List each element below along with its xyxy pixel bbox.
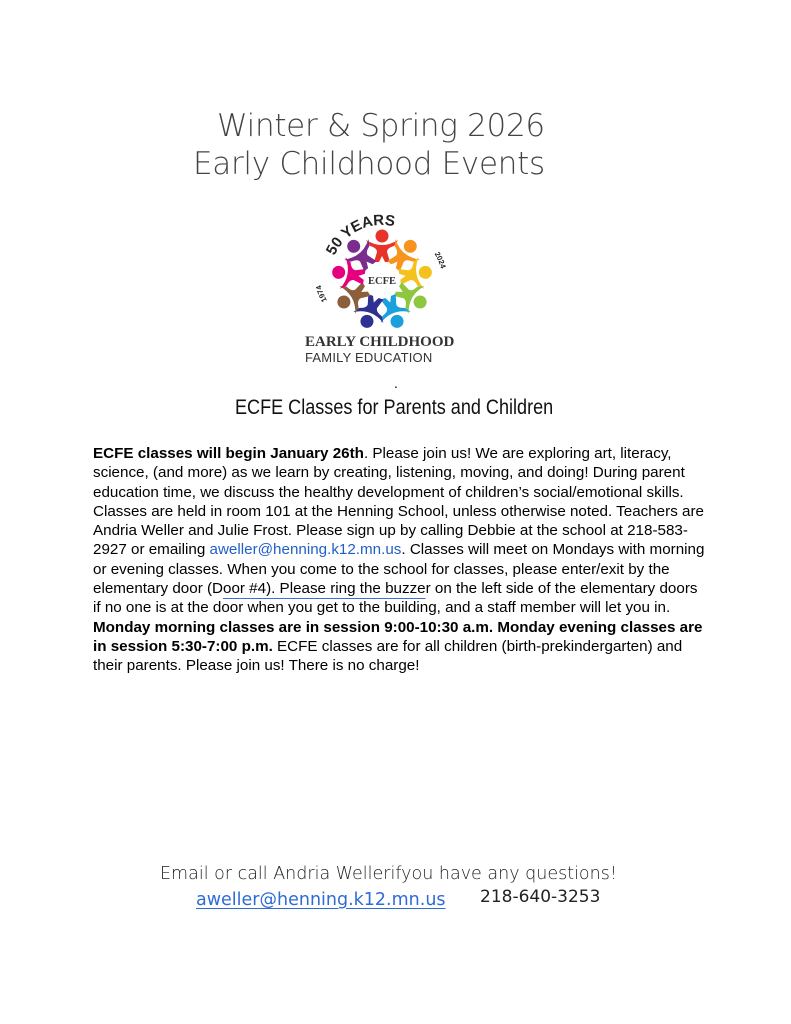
bold-start-date: ECFE classes will begin January 26th bbox=[93, 445, 364, 462]
para-text-2: . Classes will meet on Mondays with morning or evening classes. When you come to the school for classes, please enter/exit by the elementary door (D bbox=[93, 541, 705, 598]
body-paragraph bbox=[93, 444, 705, 676]
footer-email-link[interactable]: aweller@henning.k12.mn.us bbox=[196, 890, 446, 910]
brand-line-2: FAMILY EDUCATION bbox=[305, 350, 433, 365]
logo-center-text: ECFE bbox=[367, 276, 397, 287]
section-heading: ECFE Classes for Parents and Children bbox=[235, 396, 554, 419]
brand-line-1: EARLY CHILDHOOD bbox=[305, 334, 455, 350]
svg-text:2024 bbox=[433, 250, 448, 270]
logo-year-right: 2024 bbox=[432, 250, 448, 270]
svg-text:1974 bbox=[314, 284, 329, 304]
logo-year-left: 1974 bbox=[314, 284, 329, 304]
para-text-4: ECFE classes are for all children (birth-prekindergarten) and their parents. Please join us! There is no charge! bbox=[93, 637, 683, 675]
para-text-3: r on the left side of the elementary doors if no one is at the door when you get to the building, and a staff member will let you in. bbox=[93, 580, 698, 617]
para-text-1: . Please join us! We are exploring art, literacy, science, (and more) as we learn by creating, listening, moving, and doing! During parent education time, we discuss the healthy development of children’s social/emotional skills. Classes are held in room 101 at the Henning School, unless otherwise noted. Teachers are Andria Weller and Julie Frost. Please sign up by calling Debbie at the school at 218-583-2927 or emailing bbox=[93, 445, 704, 559]
email-link[interactable]: aweller@henning.k12.mn.us bbox=[209, 541, 402, 559]
logo-figure bbox=[366, 230, 398, 263]
footer-contact-text: Email or call Andria Wellerifyou have any questions! bbox=[160, 864, 617, 884]
bold-morning-session: Monday morning classes are in session 9:00-10:30 a.m. bbox=[93, 618, 494, 636]
underlined-text: oor #4). Please ring the buzze bbox=[223, 580, 426, 598]
title-line-1: Winter & Spring 2026 bbox=[217, 108, 545, 144]
title-line-2: Early Childhood Events bbox=[193, 146, 545, 182]
separator-dot: . bbox=[394, 377, 398, 391]
footer-phone: 218-640-3253 bbox=[480, 887, 601, 907]
logo-arc-text: 50 YEARS bbox=[322, 211, 397, 258]
bold-evening-session: Monday evening classes are in session 5:30-7:00 p.m. bbox=[93, 618, 703, 655]
